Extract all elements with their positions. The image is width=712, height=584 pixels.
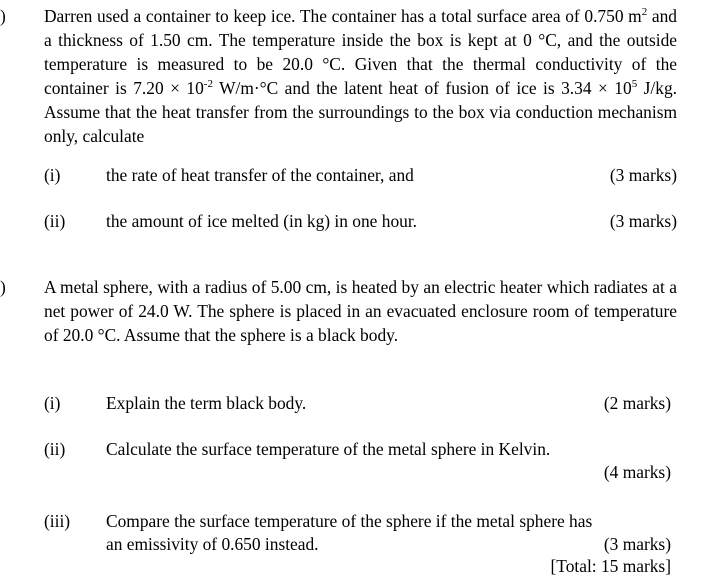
q1-part-i-number: (i) xyxy=(44,165,61,185)
q2-part-i-number: (i) xyxy=(44,393,61,413)
q2-part-i-text: Explain the term black body. xyxy=(106,393,307,413)
q1-part-ii-number: (ii) xyxy=(44,211,66,231)
q1-part-i-text: the rate of heat transfer of the container, and xyxy=(106,165,414,185)
q2-part-iii-text-line-1: Compare the surface temperature of the sphere if the metal sphere has xyxy=(106,511,593,531)
q2-part-i-marks: (2 marks) xyxy=(603,393,671,413)
q2-part-iii-marks: (3 marks) xyxy=(603,534,671,554)
question-1-marker: ) xyxy=(0,6,6,26)
q2-part-ii-number: (ii) xyxy=(44,439,66,459)
question-1-intro: Darren used a container to keep ice. The container has a total surface area of 0.750 $m^2$ and a thickness of 1.50 cm. The temperature inside the box is kept at 0 °C, and the outside temperature is measured to be 20.0 °C. Given that the thermal conductivity of the container is $7.20 \times 10^{-2}$ W/m·°C and the latent heat of fusion of ice is $3.34 \times 10^5$ J/kg. Assume that the heat transfer from the surroundings to the box via conduction mechanism only, calculate xyxy=(44,6,677,146)
q1-part-ii-text: the amount of ice melted (in kg) in one hour. xyxy=(106,211,418,231)
q2-part-iii-text-line-2: an emissivity of 0.650 instead. xyxy=(106,534,319,554)
question-2-marker: ) xyxy=(0,277,6,297)
q1-part-i-marks: (3 marks) xyxy=(609,165,677,185)
q1-part-ii-marks: (3 marks) xyxy=(609,211,677,231)
q2-part-ii-marks: (4 marks) xyxy=(603,462,671,482)
q2-total-marks: [Total: 15 marks] xyxy=(550,556,671,576)
q2-part-iii-number: (iii) xyxy=(44,511,71,531)
question-2-intro: A metal sphere, with a radius of 5.00 cm, is heated by an electric heater which radiates at a net power of 24.0 W. The sphere is placed in an evacuated enclosure room of temperature of 20.0 °C. Assume that the sphere is a black body. xyxy=(44,277,677,345)
q2-part-ii-text: Calculate the surface temperature of the metal sphere in Kelvin. xyxy=(106,439,551,459)
